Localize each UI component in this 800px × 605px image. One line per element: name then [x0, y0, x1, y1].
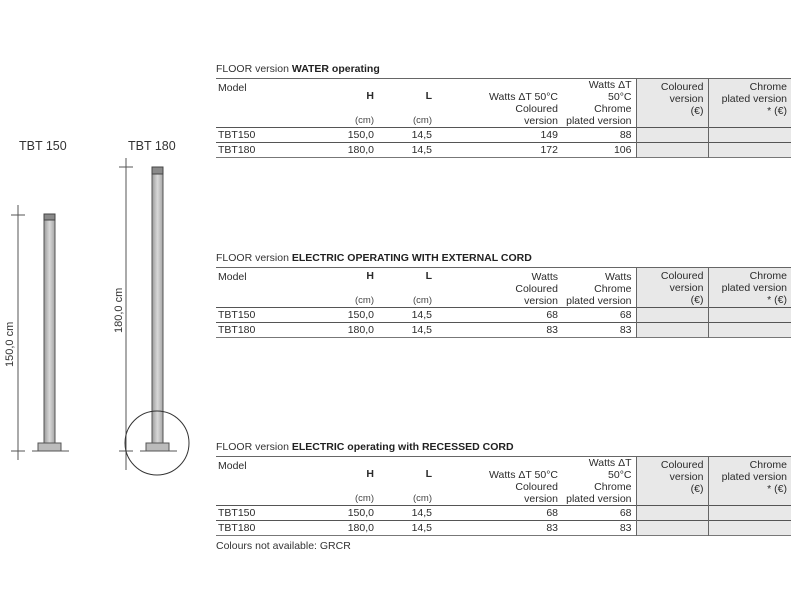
section-title: FLOOR version ELECTRIC OPERATING WITH EXTERNAL CORD: [216, 252, 532, 264]
col-l: L (cm): [413, 270, 432, 306]
col-h: H (cm): [355, 468, 374, 504]
price-cell: [636, 128, 708, 143]
table-row: TBT180 180,0 14,5 83 83: [216, 521, 791, 536]
electric-recessed-cord-table: [216, 456, 791, 536]
price-cell: [636, 323, 708, 338]
price-cell: [636, 308, 708, 323]
height-label-tbt150: 150,0 cm: [4, 321, 16, 367]
table-row: TBT180 180,0 14,5 83 83: [216, 323, 791, 338]
col-watts-coloured: Watts ΔT 50°C Coloured version: [489, 91, 558, 127]
price-cell: [708, 506, 791, 521]
price-cell: [636, 506, 708, 521]
section-title: FLOOR version WATER operating: [216, 63, 380, 75]
water-operating-section: [216, 62, 791, 158]
electric-external-cord-section: [216, 251, 791, 338]
col-model: Model: [218, 271, 247, 283]
col-watts-chrome: Watts ΔT 50°C Chrome plated version: [566, 79, 632, 127]
water-operating-table: [216, 78, 791, 158]
col-price-coloured: Coloured version (€): [636, 79, 708, 128]
price-cell: [708, 143, 791, 158]
col-l: L (cm): [413, 468, 432, 504]
model-label-tbt180: TBT 180: [128, 139, 176, 153]
col-l: L (cm): [413, 90, 432, 126]
price-cell: [708, 128, 791, 143]
electric-recessed-cord-section: [216, 440, 791, 552]
col-price-chrome: Chrome plated version * (€): [708, 457, 791, 506]
col-h: H (cm): [355, 90, 374, 126]
model-label-tbt150: TBT 150: [19, 139, 67, 153]
product-diagram: [0, 0, 200, 600]
table-row: TBT150 150,0 14,5 68 68: [216, 506, 791, 521]
radiator-elevation-drawing: [0, 0, 200, 600]
table-row: TBT150 150,0 14,5 149 88: [216, 128, 791, 143]
col-watts-chrome: Watts ΔT 50°C Chrome plated version: [566, 457, 632, 505]
col-price-coloured: Coloured version (€): [636, 457, 708, 506]
col-model: Model: [218, 460, 247, 472]
table-row: TBT180 180,0 14,5 172 106: [216, 143, 791, 158]
price-cell: [636, 521, 708, 536]
col-price-chrome: Chrome plated version * (€): [708, 268, 791, 308]
section-title: FLOOR version ELECTRIC operating with RECESSED CORD: [216, 441, 514, 453]
table-row: TBT150 150,0 14,5 68 68: [216, 308, 791, 323]
colours-note: Colours not available: GRCR: [216, 540, 351, 552]
height-label-tbt180: 180,0 cm: [113, 287, 125, 333]
col-h: H (cm): [355, 270, 374, 306]
col-model: Model: [218, 82, 247, 94]
col-watts-coloured: Watts Coloured version: [515, 271, 558, 307]
col-price-coloured: Coloured version (€): [636, 268, 708, 308]
price-cell: [708, 323, 791, 338]
col-price-chrome: Chrome plated version * (€): [708, 79, 791, 128]
price-cell: [708, 521, 791, 536]
col-watts-chrome: Watts Chrome plated version: [566, 271, 632, 307]
price-cell: [636, 143, 708, 158]
col-watts-coloured: Watts ΔT 50°C Coloured version: [489, 469, 558, 505]
price-cell: [708, 308, 791, 323]
electric-external-cord-table: [216, 267, 791, 338]
